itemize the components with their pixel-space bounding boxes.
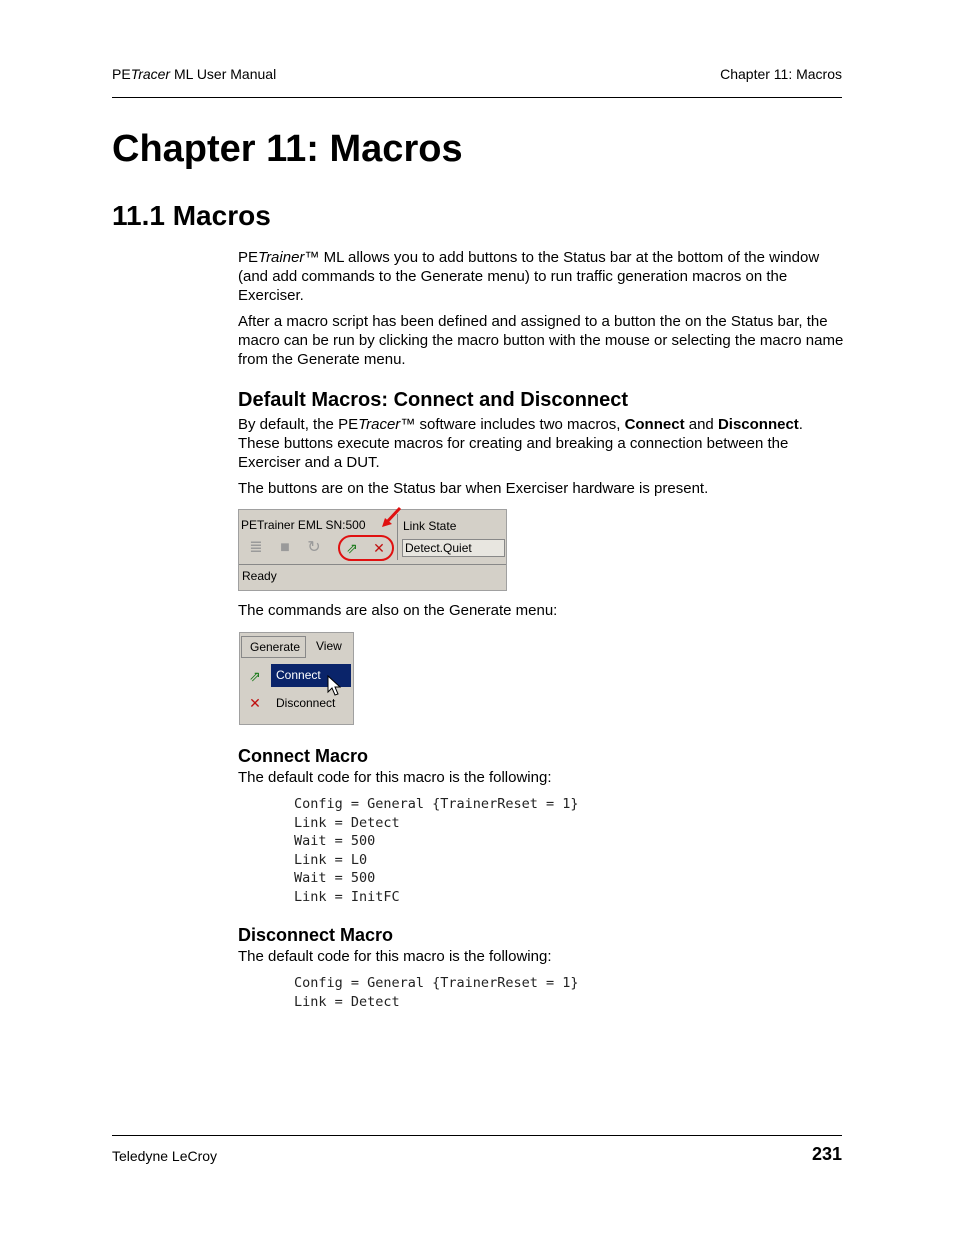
intro-paragraph-1: PETrainer™ ML allows you to add buttons to the Status bar at the bottom of the window (and add commands to the Generate menu) to run traffic generation macros on the Exerciser. [238, 249, 820, 304]
connect-macro-desc: The default code for this macro is the following: [238, 769, 552, 786]
intro-paragraph-2: After a macro script has been defined and assigned to a button the on the Status bar, the macro can be run by clicking the macro button with the mouse or selecting the macro name from the Generate menu. [238, 313, 844, 368]
menu-generate[interactable]: Generate [241, 636, 306, 658]
ready-label: Ready [242, 569, 277, 583]
connect-macro-heading: Connect Macro [238, 746, 369, 766]
menu-bar [240, 633, 353, 660]
default-macros-paragraph: By default, the PETracer™ software includes two macros, Connect and Disconnect. These buttons execute macros for creating and breaking a connection between the Exerciser and a DUT. [238, 416, 803, 471]
status-bar-note: The buttons are on the Status bar when Exerciser hardware is present. [238, 480, 709, 497]
menu-view[interactable]: View [316, 639, 342, 653]
menu-item-connect[interactable]: Connect [271, 664, 351, 687]
connect-macro-code: Config = General {TrainerReset = 1} Link = Detect Wait = 500 Link = L0 Wait = 500 Link = InitFC [294, 796, 579, 905]
disconnect-icon: ✕ [249, 695, 261, 711]
menu-item-disconnect[interactable]: Disconnect [276, 696, 336, 710]
disconnect-macro-code: Config = General {TrainerReset = 1} Link = Detect [294, 975, 579, 1010]
link-state-value: Detect.Quiet [402, 539, 505, 557]
section-title: 11.1 Macros [112, 200, 271, 231]
stop-icon[interactable]: ■ [280, 539, 290, 556]
footer-company: Teledyne LeCroy [112, 1148, 218, 1164]
refresh-icon[interactable]: ↻ [307, 539, 321, 556]
page-number: 231 [811, 1144, 842, 1164]
mouse-cursor-icon [327, 675, 341, 697]
status-bar-screenshot [238, 509, 507, 591]
device-label: PETrainer EML SN:500 [241, 518, 366, 532]
default-macros-heading: Default Macros: Connect and Disconnect [238, 389, 629, 411]
link-state-label: Link State [403, 519, 457, 533]
disconnect-macro-icon[interactable]: ✕ [373, 540, 385, 556]
connect-macro-icon[interactable]: ⇗ [346, 540, 358, 556]
chapter-title: Chapter 11: Macros [112, 128, 463, 170]
status-bar-divider [239, 564, 506, 565]
footer-rule [112, 1135, 842, 1136]
disconnect-macro-desc: The default code for this macro is the following: [238, 948, 552, 965]
running-header-right: Chapter 11: Macros [720, 66, 842, 82]
connect-icon: ⇗ [249, 668, 261, 684]
red-arrow-icon [380, 506, 404, 528]
header-rule [112, 97, 842, 98]
generate-menu-screenshot [239, 632, 354, 725]
disconnect-macro-heading: Disconnect Macro [238, 925, 394, 945]
generate-menu-note: The commands are also on the Generate menu: [238, 602, 558, 619]
running-header-left: PETracer ML User Manual [112, 66, 277, 82]
traffic-light-icon[interactable]: ≣ [249, 539, 263, 556]
